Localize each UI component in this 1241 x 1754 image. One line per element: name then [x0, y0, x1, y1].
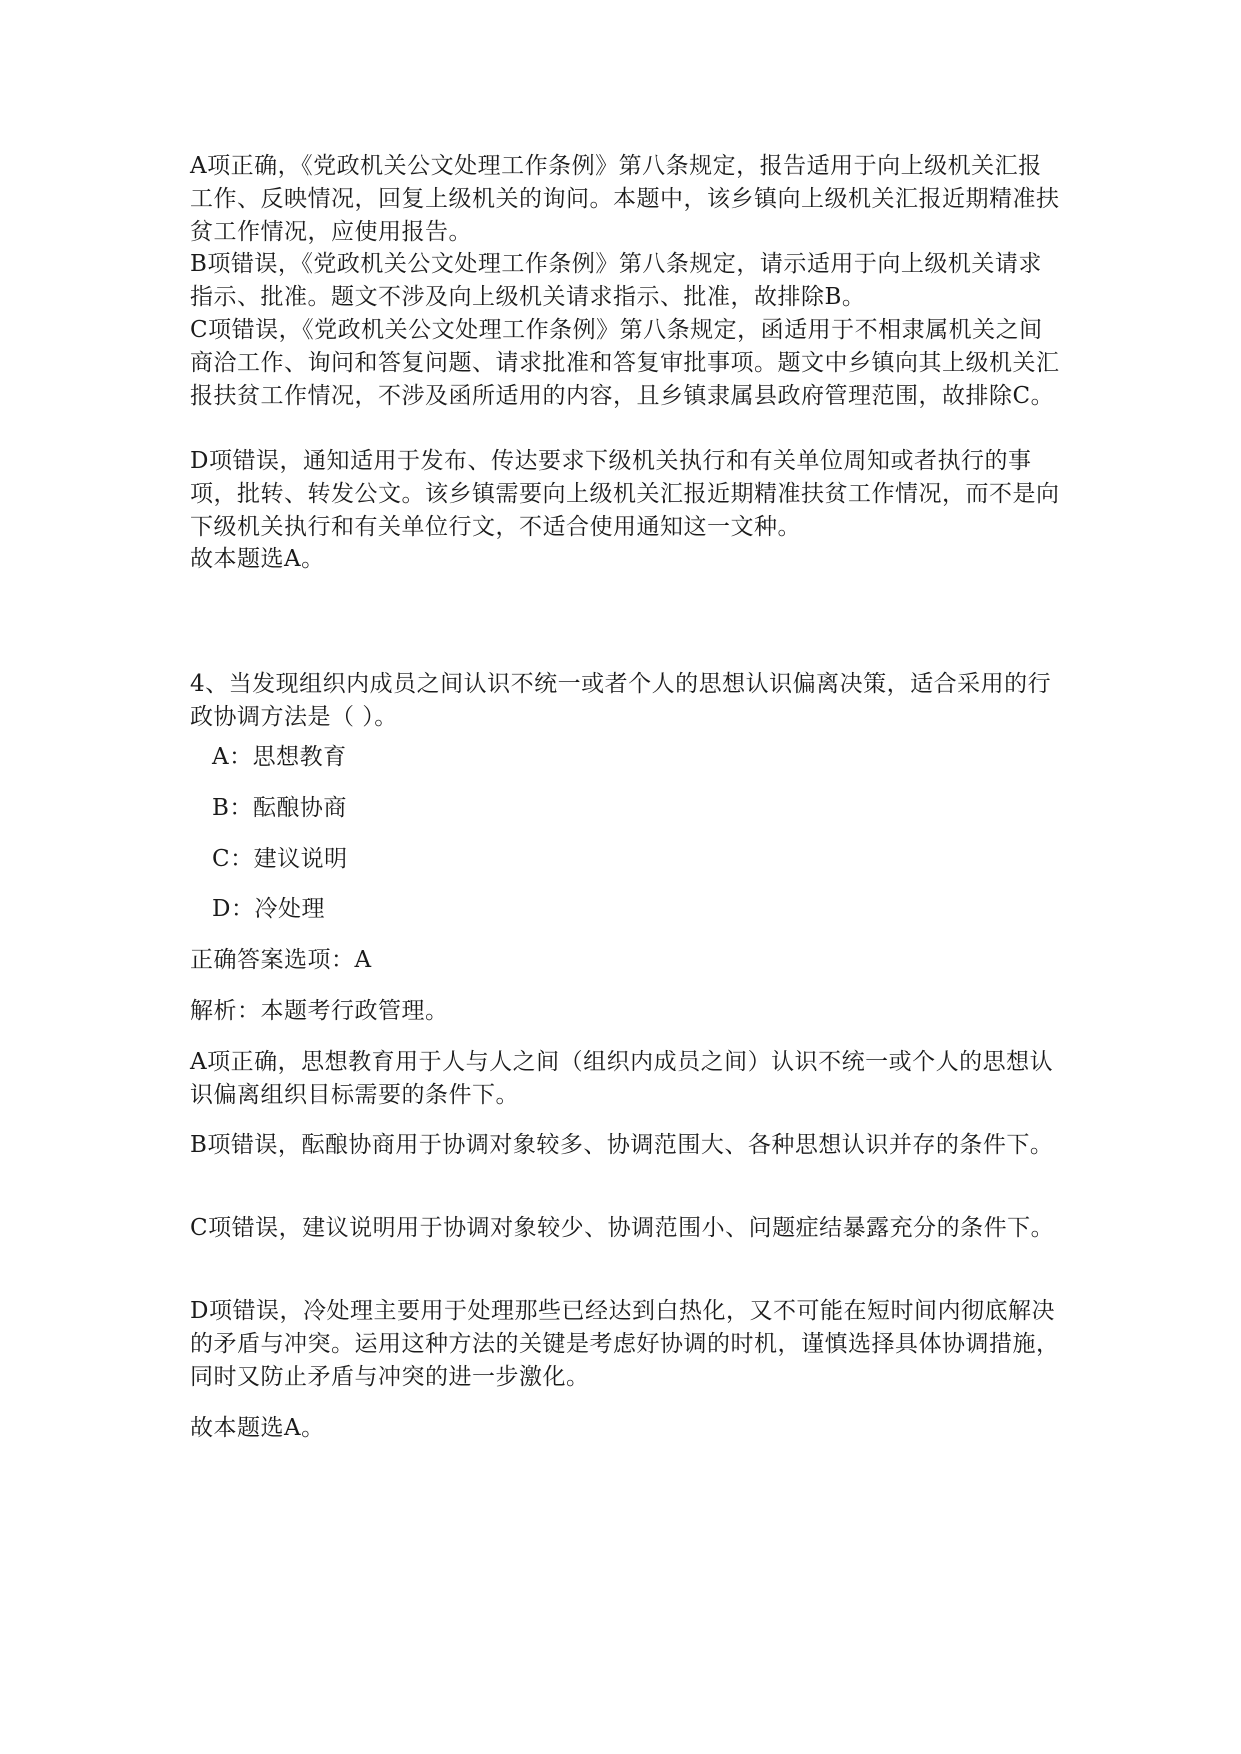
prev-analysis-b: B项错误，《党政机关公文处理工作条例》第八条规定，请示适用于向上级机关请求指示、批准。题文不涉及向上级机关请求指示、批准，故排除B。	[190, 251, 1042, 310]
prev-analysis-d: D项错误，通知适用于发布、传达要求下级机关执行和有关单位周知或者执行的事项，批转、转发公文。该乡镇需要向上级机关汇报近期精准扶贫工作情况，而不是向下级机关执行和有关单位行文，不适合使用通知这一文种。	[190, 448, 1060, 540]
analysis-b: B项错误，酝酿协商用于协调对象较多、协调范围大、各种思想认识并存的条件下。	[190, 1132, 1054, 1158]
prev-conclusion: 故本题选A。	[190, 546, 325, 572]
option-c: C：建议说明	[212, 846, 348, 872]
option-d: D：冷处理	[212, 896, 325, 922]
question-4-stem: 4、当发现组织内成员之间认识不统一或者个人的思想认识偏离决策，适合采用的行政协调方法是（ ）。	[190, 671, 1052, 730]
analysis-intro: 解析：本题考行政管理。	[190, 998, 449, 1024]
prev-analysis-a: A项正确，《党政机关公文处理工作条例》第八条规定，报告适用于向上级机关汇报工作、反映情况，回复上级机关的询问。本题中，该乡镇向上级机关汇报近期精准扶贫工作情况，应使用报告。	[190, 153, 1060, 245]
analysis-c: C项错误，建议说明用于协调对象较少、协调范围小、问题症结暴露充分的条件下。	[190, 1215, 1055, 1241]
analysis-d: D项错误，冷处理主要用于处理那些已经达到白热化，又不可能在短时间内彻底解决的矛盾与冲突。运用这种方法的关键是考虑好协调的时机，谨慎选择具体协调措施，同时又防止矛盾与冲突的进一步激化。	[190, 1298, 1060, 1390]
option-b: B：酝酿协商	[212, 795, 347, 821]
correct-answer: 正确答案选项：A	[190, 947, 372, 973]
analysis-a: A项正确，思想教育用于人与人之间（组织内成员之间）认识不统一或个人的思想认识偏离组织目标需要的条件下。	[190, 1049, 1054, 1108]
conclusion: 故本题选A。	[190, 1415, 325, 1441]
option-a: A：思想教育	[212, 744, 347, 770]
prev-analysis-c: C项错误，《党政机关公文处理工作条例》第八条规定，函适用于不相隶属机关之间商洽工作、询问和答复问题、请求批准和答复审批事项。题文中乡镇向其上级机关汇报扶贫工作情况，不涉及函所适用的内容，且乡镇隶属县政府管理范围，故排除C。	[190, 317, 1060, 409]
